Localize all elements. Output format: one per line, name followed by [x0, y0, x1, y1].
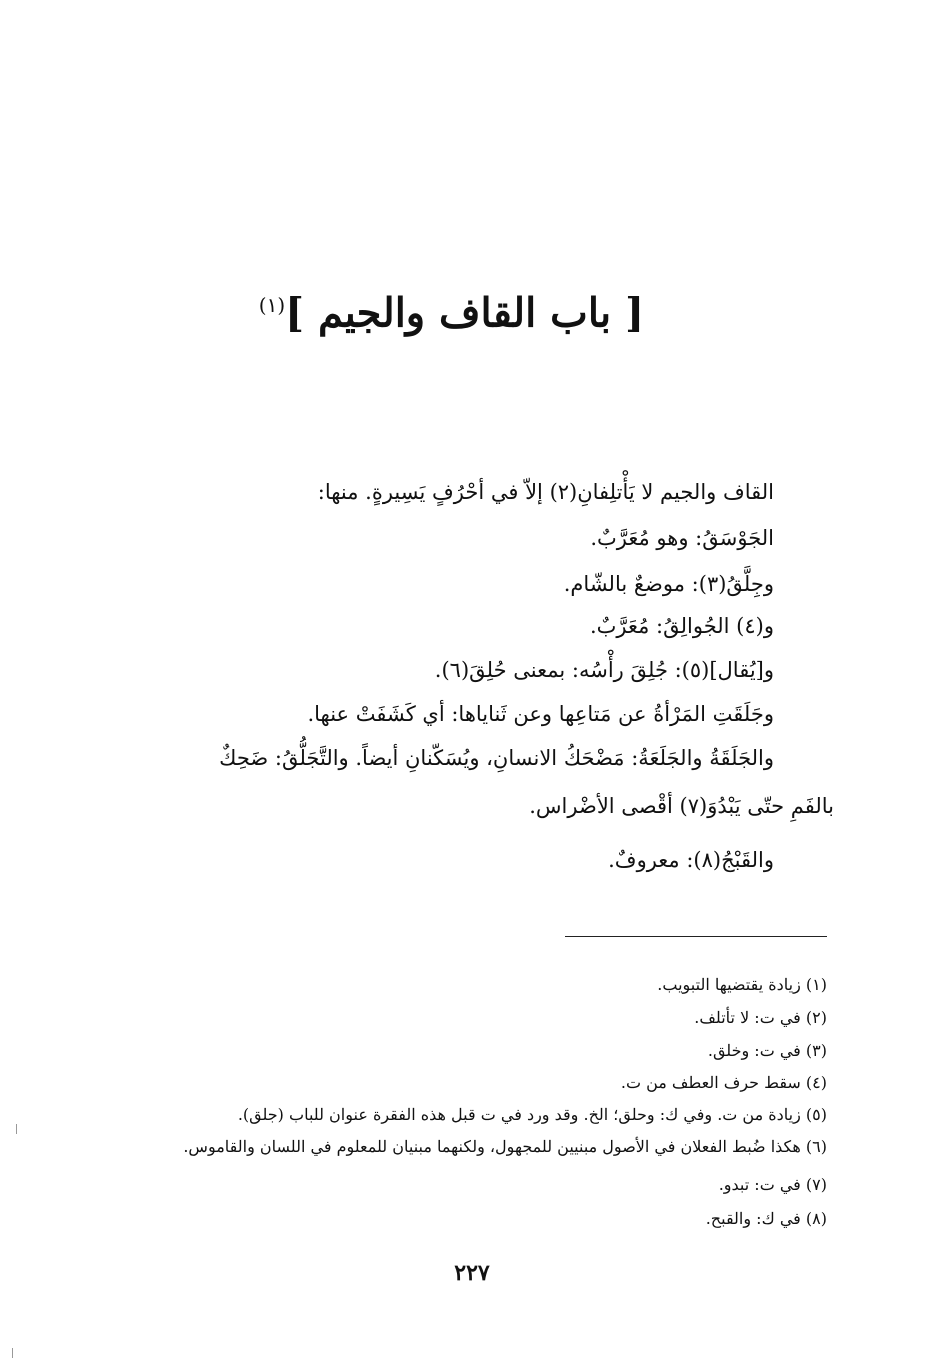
title-footnote-marker: (١): [258, 292, 286, 317]
text-line: والقَبْجُ(٨): معروفٌ.: [608, 848, 774, 872]
page-title-text: [ باب القاف والجيم ]: [285, 289, 644, 337]
footnote: (٨) في ك: والقبح.: [705, 1209, 827, 1228]
footnote: (٤) سقط حرف العطف من ت.: [620, 1073, 827, 1092]
footnote-divider: [565, 936, 827, 937]
text-line: القاف والجيم لا يَأْتلِفانِ(٢) إلاّ في أحْرُفٍ يَسِيرةٍ. منها:: [317, 480, 774, 504]
text-line: الجَوْسَقُ: وهو مُعَرَّبٌ.: [590, 526, 774, 550]
margin-tick-mark: [16, 1124, 17, 1134]
text-line: و[يُقال](٥): جُلِقَ رأْسُه: بمعنى حُلِقَ(٦).: [434, 658, 774, 682]
page-title: [224, 275, 644, 343]
footnote: (٢) في ت: لا تأتلف.: [694, 1008, 827, 1027]
footnote: (١) زيادة يقتضيها التبويب.: [657, 975, 827, 994]
text-line: وجَلَقَتِ المَرْأةُ عن مَتاعِها وعن ثَناياها: أي كَشَفَتْ عنها.: [307, 702, 774, 726]
footnote: (٧) في ت: تبدو.: [718, 1175, 827, 1194]
footnote: (٦) هكذا ضُبط الفعلان في الأصول مبنيين للمجهول، ولكنهما مبنيان للمعلوم في اللسان والقاموس.: [183, 1137, 827, 1156]
page-number: ٢٢٧: [454, 1260, 490, 1286]
footnote: (٥) زيادة من ت. وفي ك: وحلق؛ الخ. وقد ورد في ت قبل هذه الفقرة عنوان للباب (جلق).: [237, 1105, 827, 1124]
text-line: بالفَمِ حتّى يَبْدُوَ(٧) أقْصى الأضْراس.: [529, 794, 834, 818]
text-line: والجَلَقَةُ والجَلَعَةُ: مَضْحَكُ الانسانِ، ويُسَكّنانِ أيضاً. والتَّجَلُّقُ: ضَحِكٌ: [219, 746, 774, 770]
text-line: و(٤) الجُوالِقُ: مُعَرَّبٌ.: [589, 614, 774, 638]
footnote: (٣) في ت: وخلق.: [707, 1041, 827, 1060]
text-line: وجِلَّقُ(٣): موضعٌ بالشّام.: [563, 572, 774, 596]
margin-tick-mark: [12, 1348, 13, 1358]
